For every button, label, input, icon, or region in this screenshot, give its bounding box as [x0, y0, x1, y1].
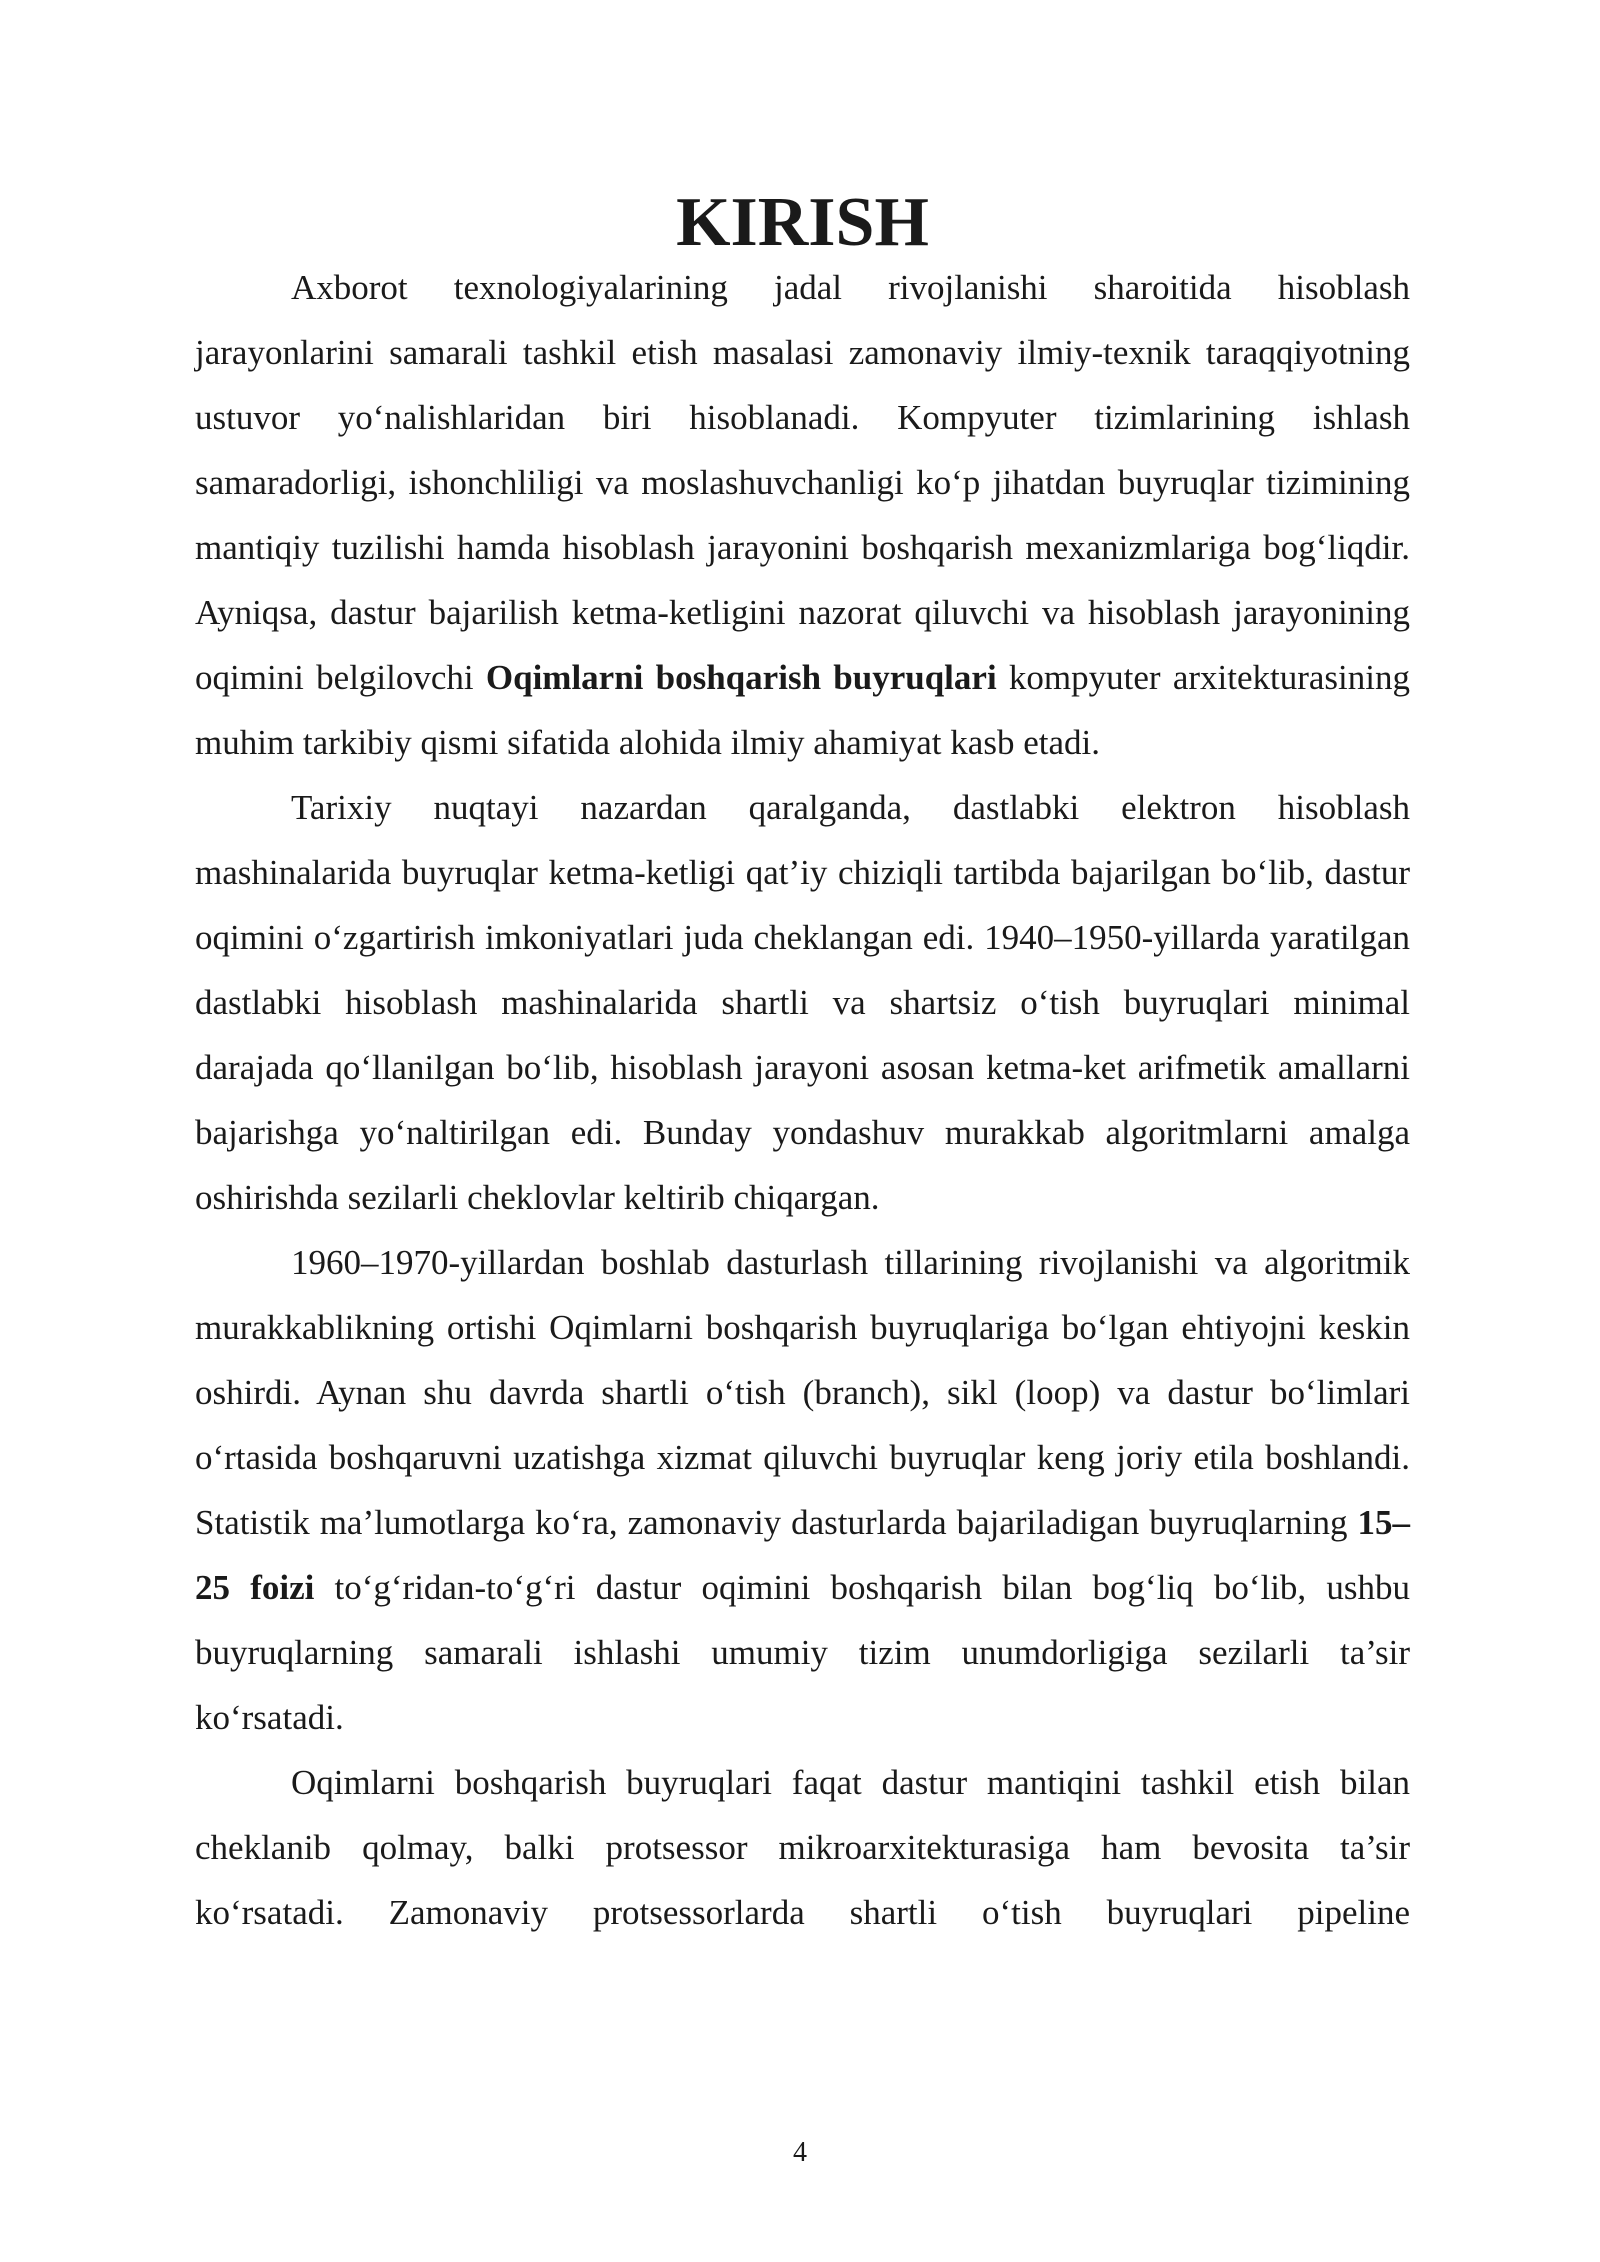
paragraph-4: Oqimlarni boshqarish buyruqlari faqat dastur mantiqini tashkil etish bilan cheklanib qolmay, balki protsessor mikroarxitekturasiga ham bevosita ta’sir ko‘rsatadi. Zamonaviy protsessorlarda shartli o‘tish buyruqlari pipeline [195, 1763, 1410, 1932]
paragraph-3-bold-percent: 15–25 foizi [195, 1503, 1410, 1607]
paragraph-1 [195, 255, 1410, 775]
section-heading: KIRISH [676, 184, 929, 261]
paragraph-2: Tarixiy nuqtayi nazardan qaralganda, dastlabki elektron hisoblash mashinalarida buyruqlar ketma-ketligi qat’iy chiziqli tartibda bajarilgan bo‘lib, dastur oqimini o‘zgartirish imkoniyatlari juda cheklangan edi. 1940–1950-yillarda yaratilgan dastlabki hisoblash mashinalarida shartli va shartsiz o‘tish buyruqlari minimal darajada qo‘llanilgan bo‘lib, hisoblash jarayoni asosan ketma-ket arifmetik amallarni bajarishga yo‘naltirilgan edi. Bunday yondashuv murakkab algoritmlarni amalga oshirishda sezilarli cheklovlar keltirib chiqargan. [195, 788, 1410, 1217]
paragraph-1-bold-term: Oqimlarni boshqarish buyruqlari [485, 658, 997, 697]
paragraph-1-text-end: kompyuter arxitekturasining muhim tarkibiy qismi sifatida alohida ilmiy ahamiyat kasb etadi. [195, 658, 1410, 762]
paragraph-3-text-end: to‘g‘ridan-to‘g‘ri dastur oqimini boshqarish bilan bog‘liq bo‘lib, ushbu buyruqlarning samarali ishlashi umumiy tizim unumdorligiga sezilarli ta’sir ko‘rsatadi. [195, 1568, 1410, 1737]
paragraph-3-text-start: 1960–1970-yillardan boshlab dasturlash tillarining rivojlanishi va algoritmik murakkablikning ortishi Oqimlarni boshqarish buyruqlariga bo‘lgan ehtiyojni keskin oshirdi. Aynan shu davrda shartli o‘tish (branch), sikl (loop) va dastur bo‘limlari o‘rtasida boshqaruvni uzatishga xizmat qiluvchi buyruqlar keng joriy etila boshlandi. Statistik ma’lumotlarga ko‘ra, zamonaviy dasturlarda bajariladigan buyruqlarning [195, 1243, 1410, 1542]
paragraph-1-text-start: Axborot texnologiyalarining jadal rivojlanishi sharoitida hisoblash jarayonlarini samarali tashkil etish masalasi zamonaviy ilmiy-texnik taraqqiyotning ustuvor yo‘nalishlaridan biri hisoblanadi. Kompyuter tizimlarining ishlash samaradorligi, ishonchliligi va moslashuvchanligi ko‘p jihatdan buyruqlar tizimining mantiqiy tuzilishi hamda hisoblash jarayonini boshqarish mexanizmlariga bog‘liqdir. Ayniqsa, dastur bajarilish ketma-ketligini nazorat qiluvchi va hisoblash jarayonining oqimini belgilovchi [195, 268, 1410, 697]
paragraph-3 [195, 1230, 1410, 1750]
page-number: 4 [793, 2137, 807, 2168]
page-body [195, 184, 1410, 1945]
